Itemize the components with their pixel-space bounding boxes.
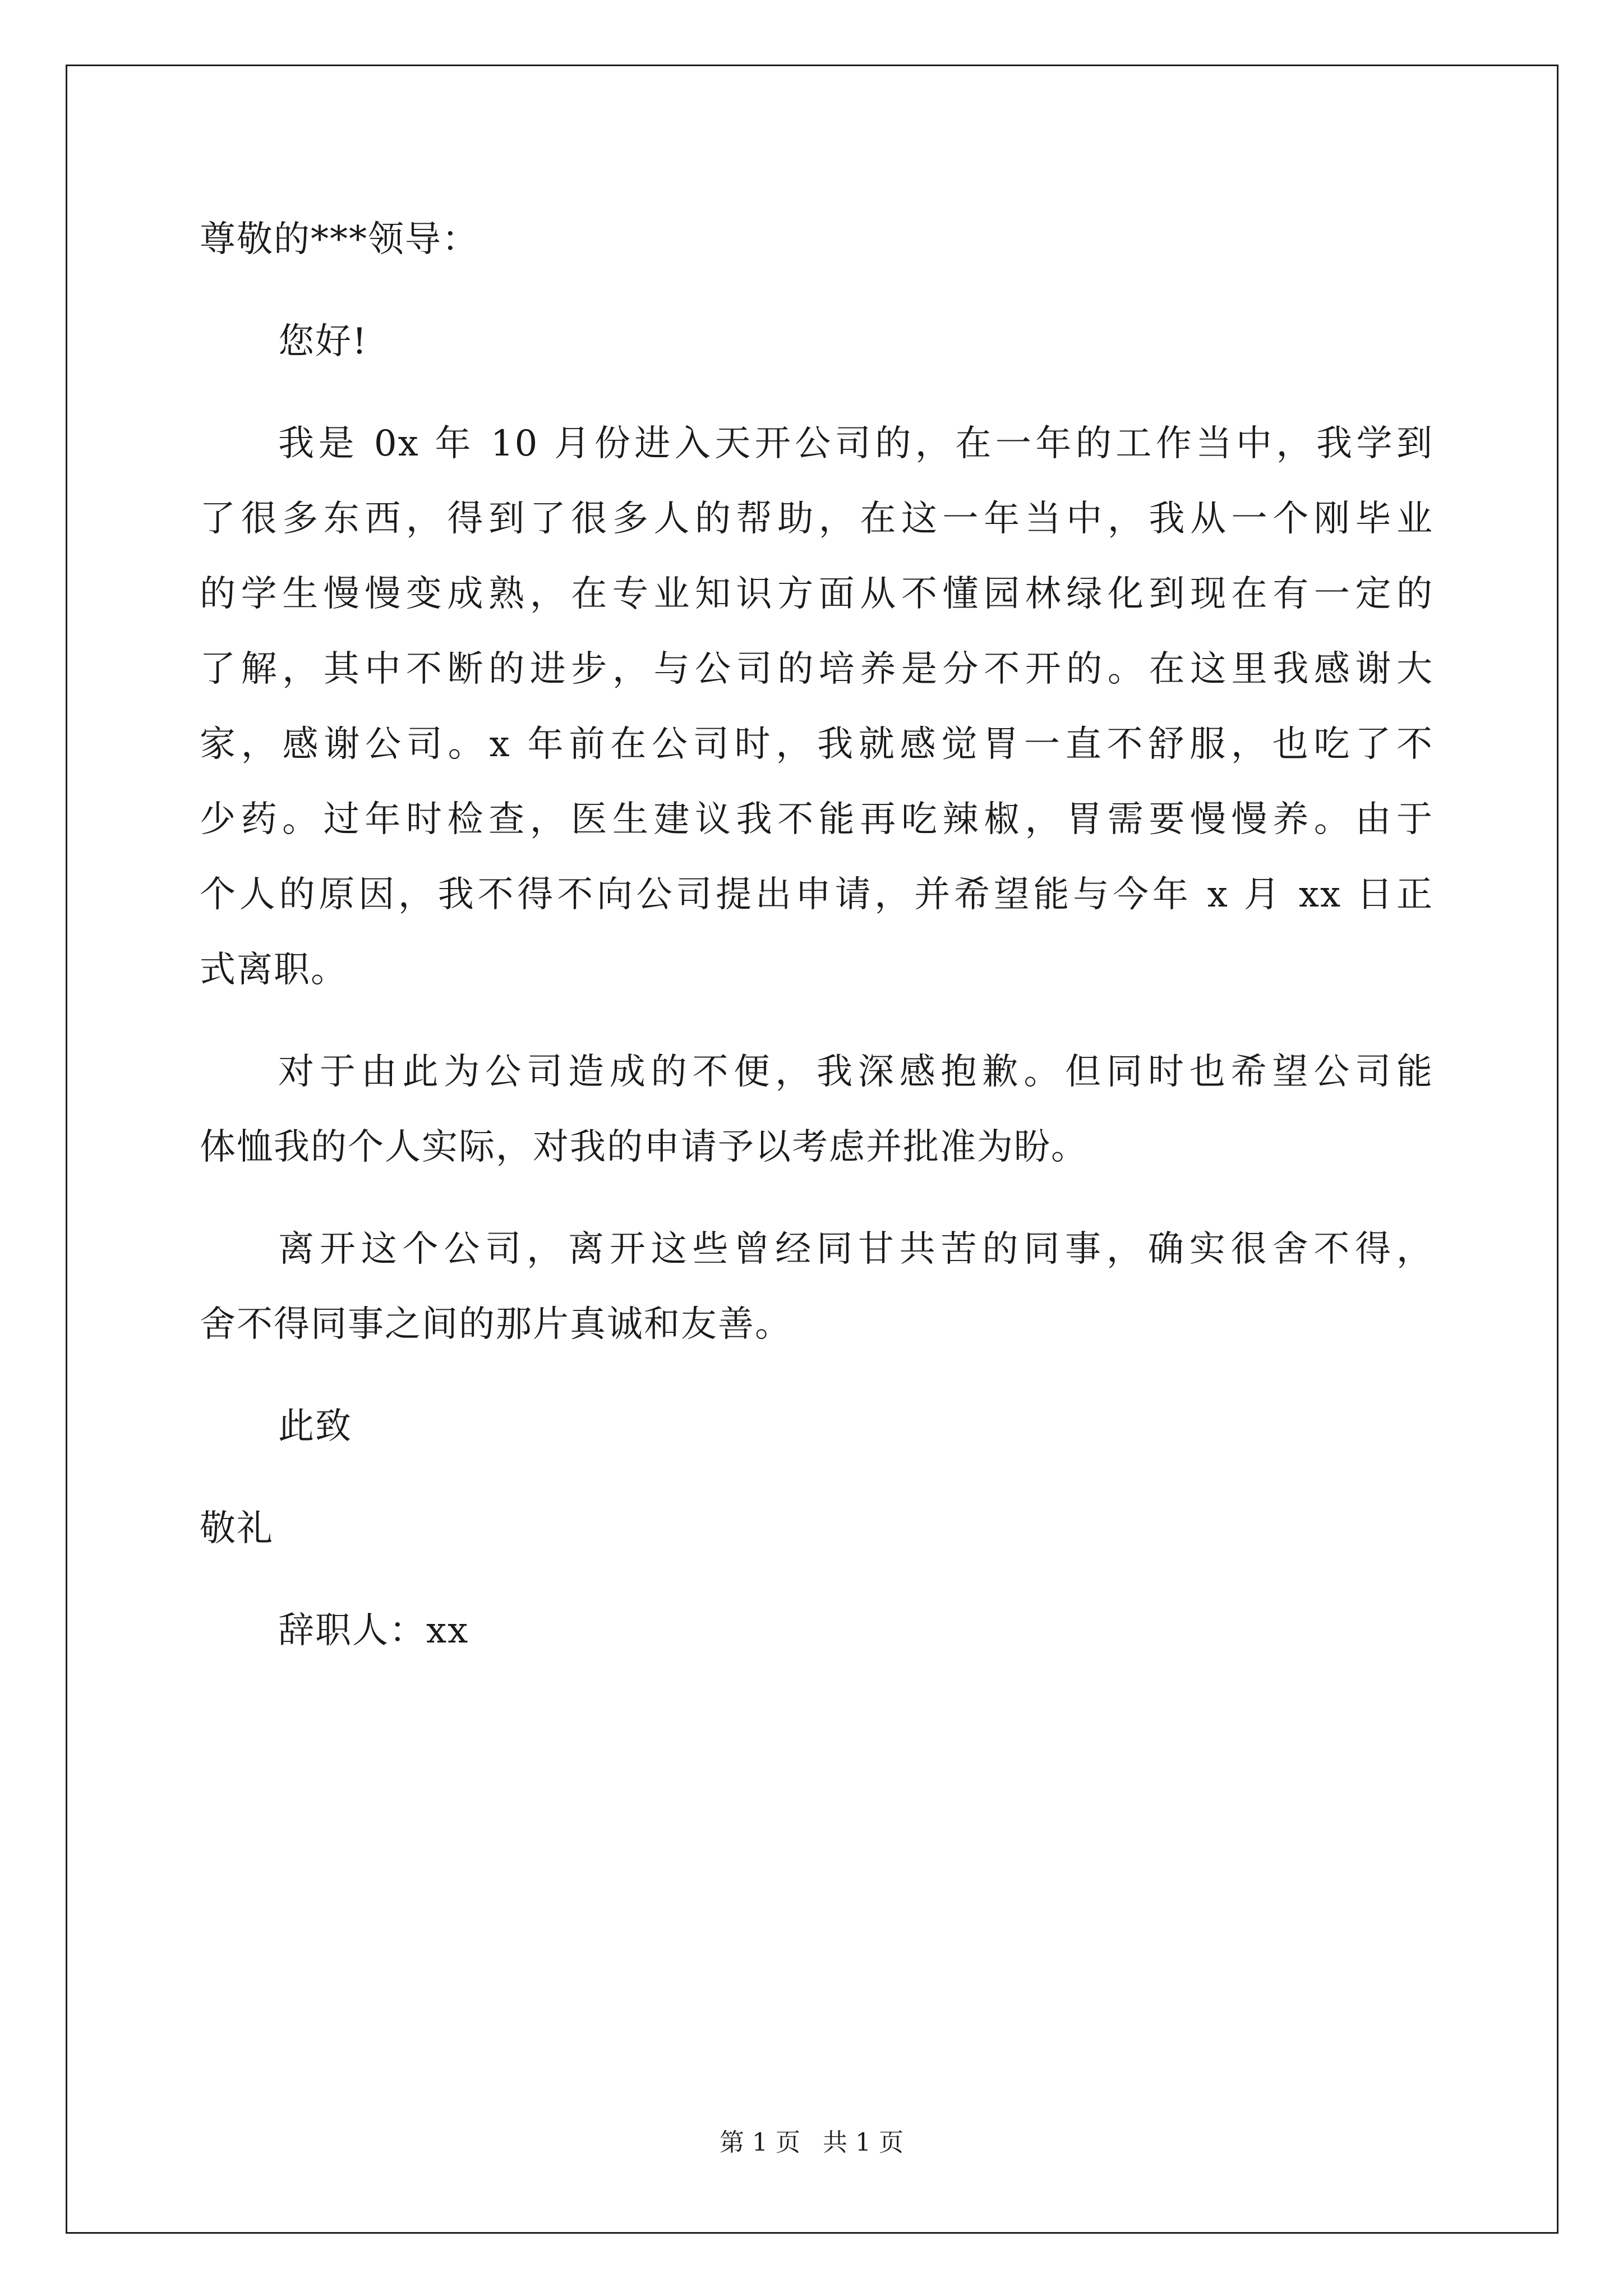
paragraph-line: 家，感谢公司。x 年前在公司时，我就感觉胃一直不舒服，也吃了不 [200,724,1433,765]
signature: 辞职人：xx [278,1610,469,1651]
paragraph-line: 了解，其中不断的进步，与公司的培养是分不开的。在这里我感谢大 [200,648,1433,690]
paragraph-line: 舍不得同事之间的那片真诚和友善。 [200,1304,792,1345]
paragraph-line: 了很多东西，得到了很多人的帮助，在这一年当中，我从一个刚毕业 [200,498,1433,540]
letter-body [200,202,1433,1668]
closing-line-2: 敬礼 [200,1508,274,1549]
paragraph-3 [200,1212,1433,1362]
paragraph-line: 离开这个公司，离开这些曾经同甘共苦的同事，确实很舍不得， [278,1228,1433,1270]
greeting: 您好! [278,321,368,362]
page-number-total: 共 1 页 [823,2128,903,2157]
closing-line-1: 此致 [278,1406,352,1447]
paragraph-line: 少药。过年时检查，医生建议我不能再吃辣椒，胃需要慢慢养。由于 [200,799,1433,840]
paragraph-1 [200,406,1433,1007]
paragraph-line: 式离职。 [200,949,348,991]
page-number-current: 第 1 页 [720,2128,800,2157]
salutation: 尊敬的***领导： [200,219,479,260]
page-footer [0,2126,1623,2160]
paragraph-line: 我是 0x 年 10 月份进入天开公司的，在一年的工作当中，我学到 [278,423,1433,464]
paragraph-line: 的学生慢慢变成熟，在专业知识方面从不懂园林绿化到现在有一定的 [200,573,1433,615]
paragraph-line: 对于由此为公司造成的不便，我深感抱歉。但同时也希望公司能 [278,1051,1433,1093]
paragraph-line: 个人的原因，我不得不向公司提出申请，并希望能与今年 x 月 xx 日正 [200,874,1433,915]
paragraph-line: 体恤我的个人实际，对我的申请予以考虑并批准为盼。 [200,1126,1088,1168]
paragraph-2 [200,1034,1433,1185]
